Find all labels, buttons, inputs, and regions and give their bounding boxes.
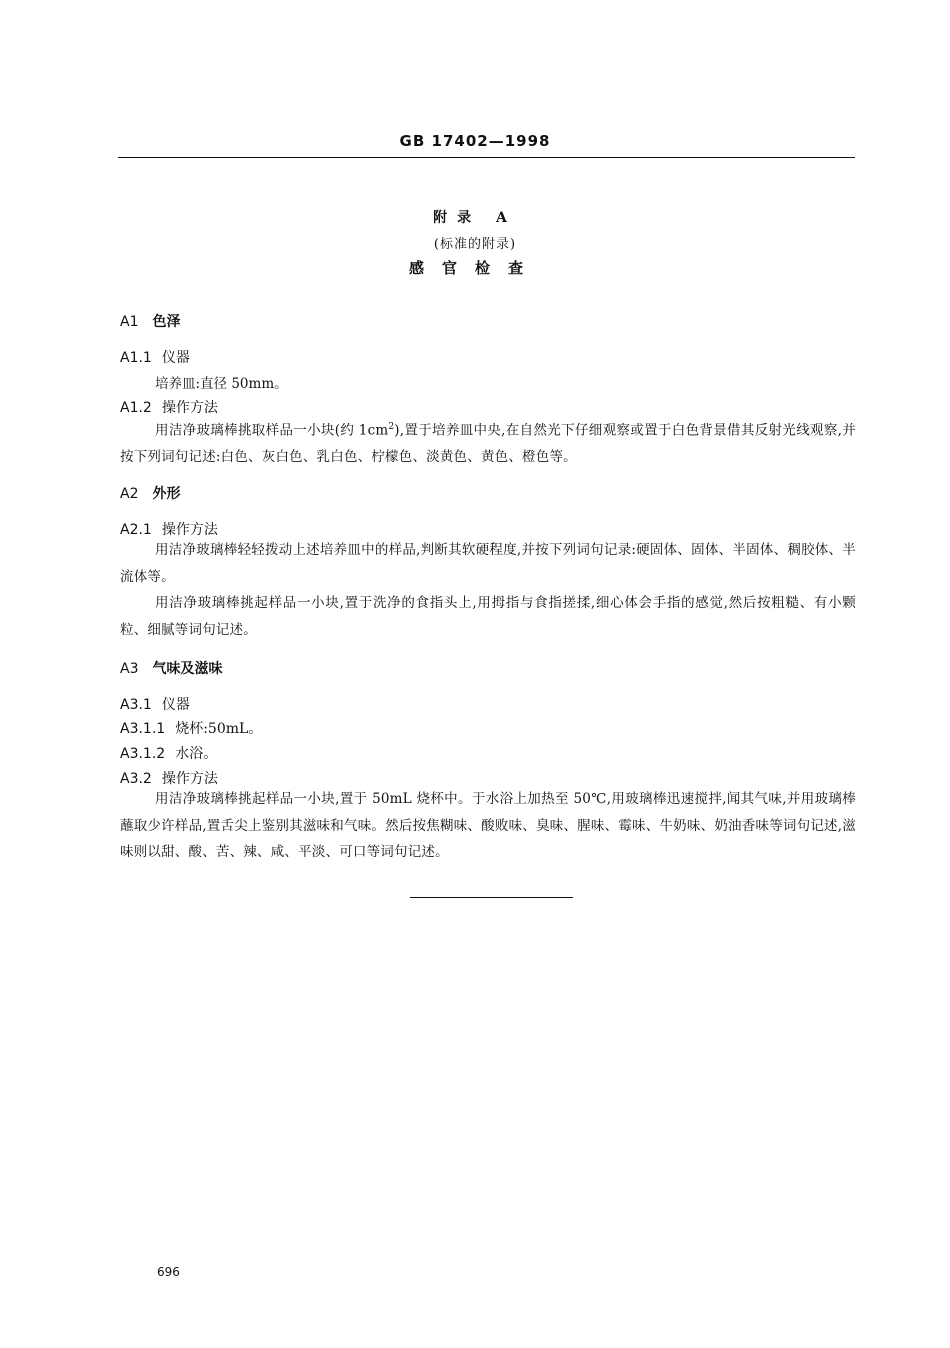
subsection-title: 仪器 [161,697,190,713]
section-number: A1 [120,314,139,330]
subsection-title: 操作方法 [161,400,218,416]
section-a3-heading [120,658,222,678]
paragraph-text: ),置于培养皿中央,在自然光下仔细观察或置于白色背景借其反射光线观察,并按下列词句记述:白色、灰白色、乳白色、柠檬色、淡黄色、黄色、橙色等。 [120,422,856,465]
section-title: 色泽 [152,314,181,330]
subsection-title: 操作方法 [161,771,218,787]
section-number: A3 [120,661,139,677]
a2-1-paragraph-2: 用洁净玻璃棒挑起样品一小块,置于洗净的食指头上,用拇指与食指搓揉,细心体会手指的感觉,然后按粗糙、有小颗粒、细腻等词句记述。 [120,595,856,638]
subsection-a1-1-heading [120,347,190,367]
a3-2-paragraph: 用洁净玻璃棒挑起样品一小块,置于 50mL 烧杯中。于水浴上加热至 50℃,用玻璃棒迅速搅拌,闻其气味,并用玻璃棒蘸取少许样品,置舌尖上鉴别其滋味和气味。然后按焦糊味、酸败味、臭味、腥味、霉味、牛奶味、奶油香味等词句记述,滋味则以甜、酸、苦、辣、咸、平淡、可口等词句记述。 [120,791,856,860]
subsection-text: 烧杯:50mL。 [175,721,263,737]
section-number: A2 [120,486,139,502]
superscript: 2 [388,422,395,432]
appendix-heading: 感官检查 [408,259,541,277]
a2-1-paragraph-1: 用洁净玻璃棒轻轻拨动上述培养皿中的样品,判断其软硬程度,并按下列词句记录:硬固体、固体、半固体、稠胶体、半流体等。 [120,542,856,585]
header-rule [118,157,855,158]
subsection-number: A3.1.2 [120,746,166,762]
subsection-title: 仪器 [161,350,190,366]
subsection-title: 操作方法 [161,522,218,538]
subsection-number: A3.1.1 [120,721,166,737]
section-a1-heading [120,311,180,331]
a1-1-content: 培养皿:直径 50mm。 [155,376,288,392]
subsection-number: A2.1 [120,522,152,538]
subsection-number: A3.1 [120,697,152,713]
section-a2-heading [120,483,180,503]
subsection-number: A1.1 [120,350,152,366]
a1-2-paragraph [120,414,856,471]
subsection-text: 水浴。 [175,746,218,762]
subsection-a3-2-heading [120,768,218,788]
end-rule [410,897,573,898]
section-title: 气味及滋味 [152,661,223,677]
section-title: 外形 [152,486,181,502]
document-header: GB 17402—1998 [399,132,551,150]
page-number: 696 [157,1265,180,1279]
appendix-title: 附录 A [433,210,517,226]
subsection-a2-1-heading [120,519,218,539]
appendix-subtitle: (标准的附录) [433,237,517,252]
subsection-a3-1-heading [120,694,190,714]
subsection-a3-1-1 [120,718,262,738]
subsection-number: A1.2 [120,400,152,416]
paragraph-text: 用洁净玻璃棒挑取样品一小块(约 1cm [155,422,389,439]
subsection-number: A3.2 [120,771,152,787]
subsection-a3-1-2 [120,743,217,763]
